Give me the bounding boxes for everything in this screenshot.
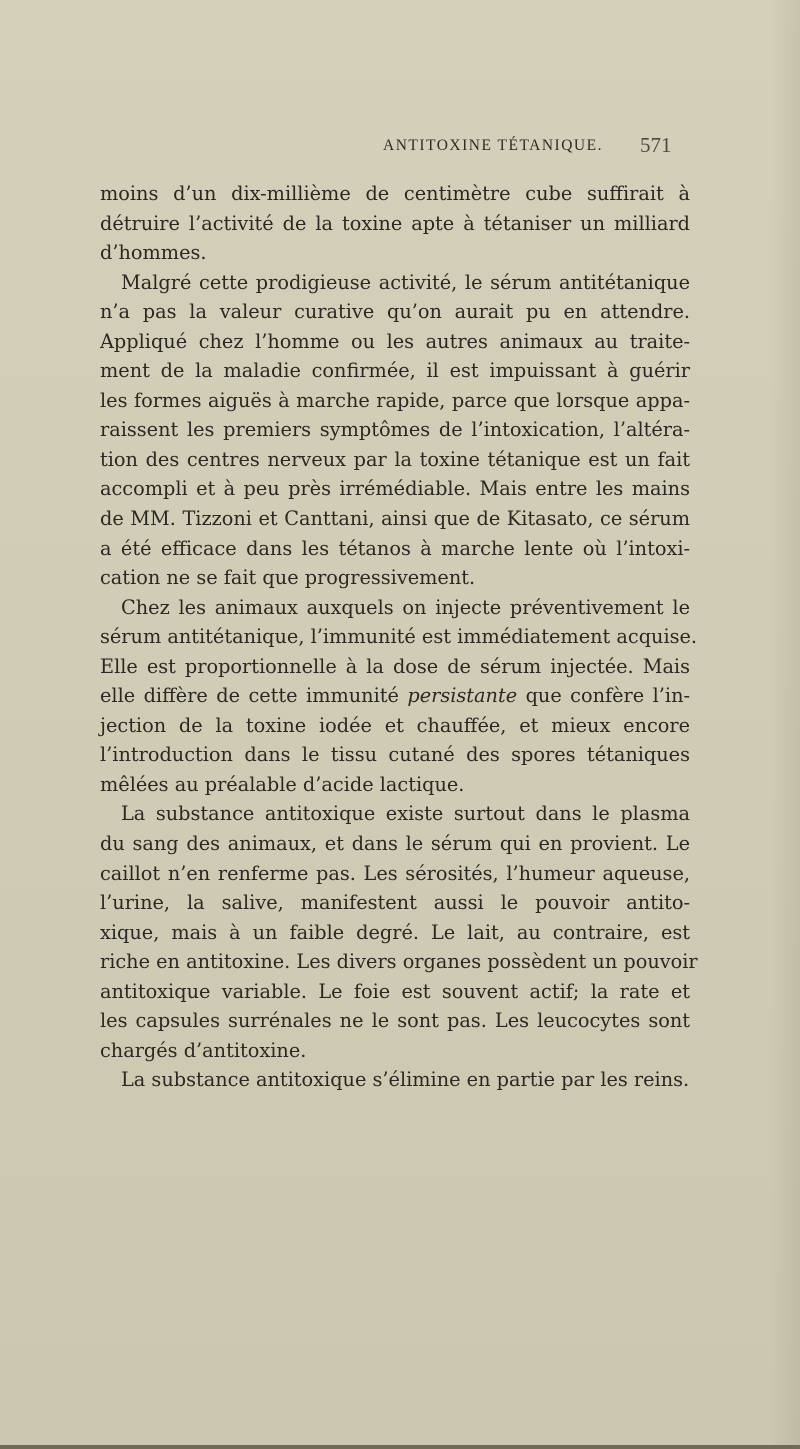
text-line: caillot n’en renferme pas. Les sérosités, l’humeur aqueuse, <box>100 861 690 885</box>
running-title: ANTITOXINE TÉTANIQUE. <box>383 137 603 154</box>
page-header <box>0 133 800 163</box>
text-line: accompli et à peu près irrémédiable. Mais entre les mains <box>100 477 690 501</box>
text-line: sérum antitétanique, l’immunité est immédiatement acquise. <box>100 625 698 649</box>
text-line: moins d’un dix-millième de centimètre cube suffirait à <box>100 182 690 205</box>
text-line: Elle est proportionnelle à la dose de sérum injectée. Mais <box>100 654 690 678</box>
text-line: chargés d’antitoxine. <box>100 1038 307 1062</box>
text-line-with-italic <box>100 681 690 711</box>
text-line: jection de la toxine iodée et chauffée, et mieux encore <box>100 713 690 737</box>
text-line: riche en antitoxine. Les divers organes possèdent un pouvoir <box>100 950 698 974</box>
text-line: mêlées au préalable d’acide lactique. <box>100 772 465 796</box>
text-line: Malgré cette prodigieuse activité, le sérum antitétanique <box>121 270 690 294</box>
text-line: de MM. Tizzoni et Canttani, ainsi que de Kitasato, ce sérum <box>100 507 690 531</box>
text-line: Appliqué chez l’homme ou les autres animaux au traite- <box>100 329 690 353</box>
text-line: tion des centres nerveux par la toxine tétanique est un fait <box>100 447 690 471</box>
text-line: a été efficace dans les tétanos à marche lente où l’intoxi- <box>100 536 690 560</box>
text-segment: que confère l’in- <box>517 684 691 708</box>
body-text <box>100 179 698 1095</box>
text-line: raissent les premiers symptômes de l’intoxication, l’altéra- <box>100 418 690 442</box>
bottom-edge <box>0 1445 800 1449</box>
text-line: les capsules surrénales ne le sont pas. Les leucocytes sont <box>100 1009 690 1033</box>
text-segment: elle diffère de cette immunité <box>100 684 408 708</box>
text-line: d’hommes. <box>100 241 207 265</box>
text-line: xique, mais à un faible degré. Le lait, au contraire, est <box>100 920 690 944</box>
text-line: du sang des animaux, et dans le sérum qui en provient. Le <box>100 832 690 856</box>
text-line: La substance antitoxique existe surtout dans le plasma <box>121 802 690 826</box>
page-edge-shadow <box>770 0 800 1449</box>
text-line: La substance antitoxique s’élimine en partie par les reins. <box>121 1068 690 1092</box>
text-line: l’introduction dans le tissu cutané des spores tétaniques <box>100 743 690 767</box>
italic-word: persistante <box>407 684 518 708</box>
text-line: cation ne se fait que progressivement. <box>100 566 476 590</box>
text-line: l’urine, la salive, manifestent aussi le pouvoir antito- <box>100 891 690 915</box>
text-line: les formes aiguës à marche rapide, parce que lorsque appa- <box>100 388 690 412</box>
page-number: 571 <box>640 133 672 157</box>
text-line: détruire l’activité de la toxine apte à tétaniser un milliard <box>100 211 690 235</box>
text-line: ment de la maladie confirmée, il est impuissant à guérir <box>100 359 690 383</box>
text-line: antitoxique variable. Le foie est souvent actif; la rate et <box>100 979 690 1003</box>
text-line: n’a pas la valeur curative qu’on aurait pu en attendre. <box>100 300 690 324</box>
text-line: Chez les animaux auxquels on injecte préventivement le <box>121 595 690 619</box>
